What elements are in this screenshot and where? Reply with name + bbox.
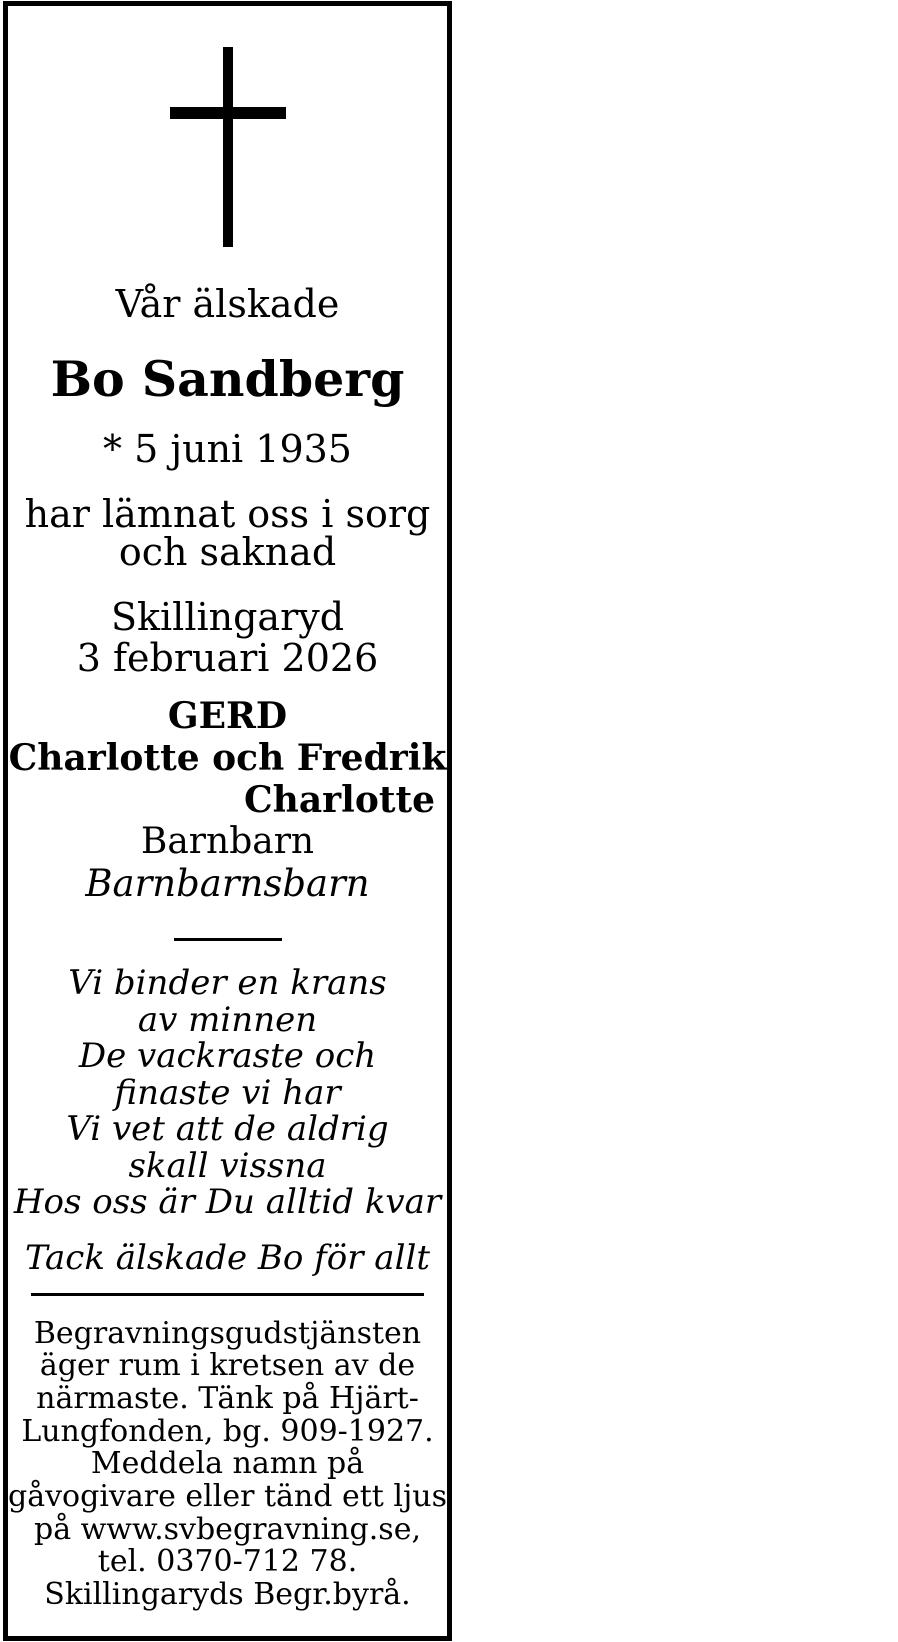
poem-line: Hos oss är Du alltid kvar [13,1182,442,1222]
funeral-info [8,1315,447,1613]
poem-line: Vi binder en krans [68,963,387,1003]
memorial-poem [8,965,447,1221]
poem-line: De vackraste och [78,1036,377,1076]
mourner-group: Barnbarn [140,821,315,862]
funeral-info-line: på www.svbegravning.se, [34,1511,421,1547]
poem-line: finaste vi har [114,1072,341,1113]
funeral-info-line: Meddela namn på [90,1446,365,1482]
farewell-line: och saknad [118,530,337,574]
cross-icon [170,47,286,247]
funeral-info-line: Skillingaryds Begr.byrå. [44,1577,411,1613]
farewell-message [8,492,447,574]
closing-line: Tack älskade Bo för allt [25,1237,430,1278]
footer-divider [31,1293,424,1296]
intro-text: Vår älskade [115,282,340,326]
poem-line: skall vissna [128,1145,327,1186]
funeral-info-line: Begravningsgudstjänsten [33,1315,422,1351]
place-name: Skillingaryd [110,595,345,639]
funeral-info-line: tel. 0370-712 78. [97,1544,358,1580]
mourner-name: Charlotte och Fredrik [8,737,447,779]
funeral-info-line: närmaste. Tänk på Hjärt- [36,1380,419,1416]
funeral-info-line: äger rum i kretsen av de [39,1348,416,1384]
mourner-name: GERD [167,695,288,737]
birth-date: * 5 juni 1935 [102,427,352,471]
deceased-name: Bo Sandberg [50,350,405,408]
mourner-name: Charlotte [244,779,435,821]
funeral-info-line: gåvogivare eller tänd ett ljus [8,1479,447,1515]
place-and-date [8,597,447,679]
death-date: 3 februari 2026 [76,636,379,680]
section-divider [174,938,282,941]
mourner-group: Barnbarnsbarn [85,862,370,905]
poem-line: Vi vet att de aldrig [66,1109,389,1149]
obituary-notice [3,1,452,1641]
funeral-info-line: Lungfonden, bg. 909-1927. [21,1413,434,1449]
farewell-line: har lämnat oss i sorg [24,492,431,536]
mourners-list [8,695,447,905]
poem-line: av minnen [137,999,318,1040]
